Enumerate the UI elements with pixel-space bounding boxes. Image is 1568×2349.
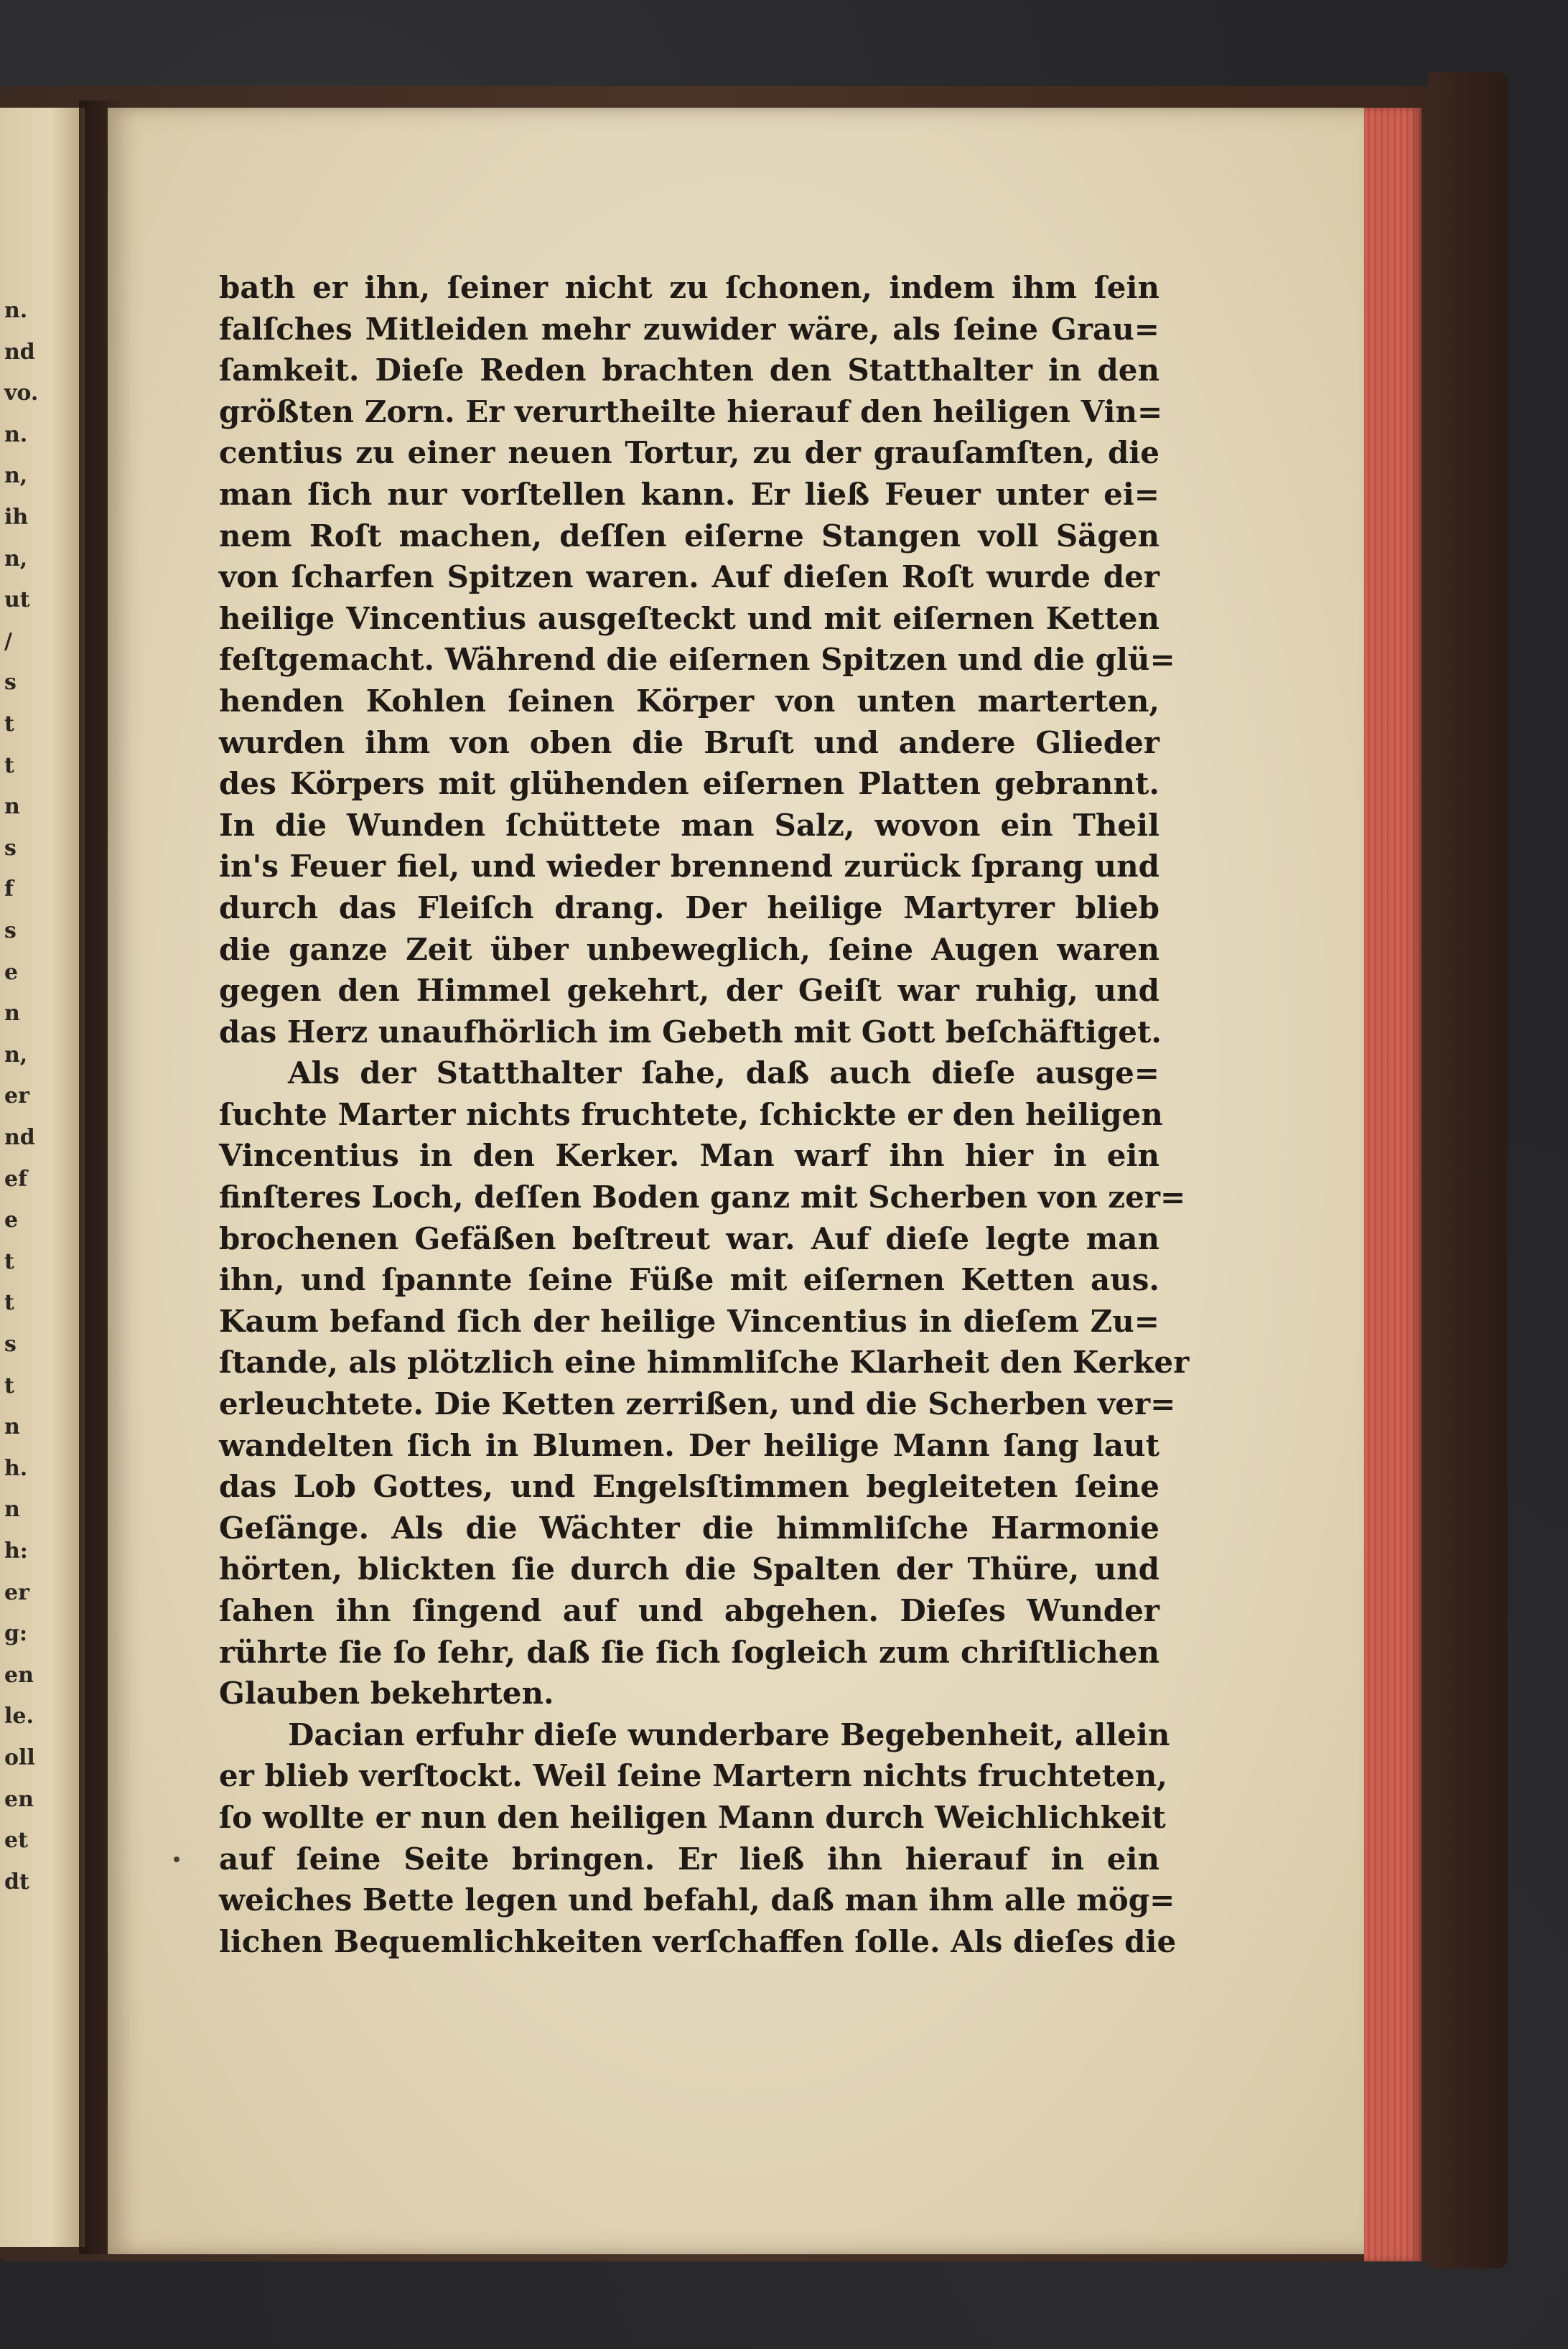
text-line: des Körpers mit glühenden eiſernen Platten gebrannt. xyxy=(219,766,1159,802)
previous-page-edge xyxy=(0,108,85,2247)
text-line: in's Feuer fiel, und wieder brennend zurück ſprang und xyxy=(219,849,1159,884)
left-page-fragment: er xyxy=(4,1083,29,1109)
left-page-fragment: h: xyxy=(4,1538,28,1564)
left-page-fragment: oll xyxy=(4,1745,35,1770)
left-page-fragment: t xyxy=(4,752,14,778)
text-line: er blieb verſtockt. Weil ſeine Martern nichts fruchteten, xyxy=(219,1758,1167,1794)
left-page-fragment: t xyxy=(4,1373,14,1398)
left-page-fragment: n, xyxy=(4,463,28,489)
left-page-fragment: f xyxy=(4,877,14,902)
text-line: ſamkeit. Dieſe Reden brachten den Statthalter in den xyxy=(219,352,1159,388)
text-line: heilige Vincentius ausgeſteckt und mit eiſernen Ketten xyxy=(219,600,1159,636)
text-line: hörten, blickten ſie durch die Spalten der Thüre, und xyxy=(219,1551,1159,1587)
text-line: wandelten ſich in Blumen. Der heilige Mann ſang laut xyxy=(219,1427,1159,1463)
text-line: nem Roſt machen, deſſen eiſerne Stangen voll Sägen xyxy=(219,518,1159,554)
text-line: auf ſeine Seite bringen. Er ließ ihn hierauf in ein xyxy=(219,1841,1159,1877)
left-page-fragment: n xyxy=(4,1497,20,1523)
left-page-fragment: vo. xyxy=(4,380,39,406)
left-page-fragment: dt xyxy=(4,1869,29,1895)
text-line: Glauben bekehrten. xyxy=(219,1676,554,1711)
left-page-fragment: nd xyxy=(4,339,35,365)
left-page-fragment: s xyxy=(4,918,17,943)
left-page-fragment: / xyxy=(4,628,12,654)
text-line: weiches Bette legen und befahl, daß man ihm alle mög= xyxy=(219,1882,1175,1918)
left-page-fragment: e xyxy=(4,959,19,985)
left-page-fragment: n xyxy=(4,794,20,820)
book-cover-edge xyxy=(1429,72,1508,2269)
text-line: In die Wunden ſchüttete man Salz, wovon ein Theil xyxy=(219,807,1159,843)
left-page-fragment: ef xyxy=(4,1166,27,1192)
text-line: erleuchtete. Die Ketten zerrißen, und die Scherben ver= xyxy=(219,1386,1176,1422)
left-page-fragment: n. xyxy=(4,298,28,323)
left-page-fragment: er xyxy=(4,1579,29,1605)
left-page-fragment: s xyxy=(4,670,17,696)
text-line: Vincentius in den Kerker. Man warf ihn hier in ein xyxy=(219,1138,1159,1174)
left-page-fragment: h. xyxy=(4,1455,28,1481)
text-line: durch das Fleiſch drang. Der heilige Martyrer blieb xyxy=(219,889,1159,925)
text-line: das Herz unaufhörlich im Gebeth mit Gott beſchäftiget. xyxy=(219,1014,1162,1050)
text-line: man ſich nur vorſtellen kann. Er ließ Feuer unter ei= xyxy=(219,476,1159,512)
text-line: Geſänge. Als die Wächter die himmliſche Harmonie xyxy=(219,1510,1159,1546)
page-text xyxy=(219,267,1190,1962)
text-line: gegen den Himmel gekehrt, der Geiſt war ruhig, und xyxy=(219,973,1159,1009)
left-page-fragment: ih xyxy=(4,505,29,530)
left-page-fragment: t xyxy=(4,1248,14,1274)
left-page-fragment: s xyxy=(4,835,17,861)
text-line: die ganze Zeit über unbeweglich, ſeine Augen waren xyxy=(219,931,1159,967)
text-line: das Lob Gottes, und Engelsſtimmen begleiteten ſeine xyxy=(219,1469,1159,1505)
text-line: von ſcharfen Spitzen waren. Auf dieſen Roſt wurde der xyxy=(219,559,1159,595)
ink-spot xyxy=(174,1857,179,1862)
text-line: finſteres Loch, deſſen Boden ganz mit Scherben von zer= xyxy=(219,1180,1186,1215)
text-line: ſuchte Marter nichts fruchtete, ſchickte er den heiligen xyxy=(219,1096,1163,1132)
text-line: ſahen ihn ſingend auf und abgehen. Dieſes Wunder xyxy=(219,1593,1159,1628)
text-line: rührte ſie ſo ſehr, daß ſie ſich ſogleich zum chriſtlichen xyxy=(219,1634,1159,1670)
left-page-fragment: et xyxy=(4,1828,28,1854)
left-page-fragment: nd xyxy=(4,1125,35,1150)
text-line: brochenen Gefäßen beſtreut war. Auf dieſe legte man xyxy=(219,1220,1159,1256)
text-line: lichen Bequemlichkeiten verſchaffen ſolle. Als dieſes die xyxy=(219,1923,1177,1959)
text-line: falſches Mitleiden mehr zuwider wäre, als ſeine Grau= xyxy=(219,311,1159,347)
text-line: Kaum befand ſich der heilige Vincentius in dieſem Zu= xyxy=(219,1303,1159,1339)
left-page-fragment: en xyxy=(4,1786,34,1812)
text-line: bath er ihn, ſeiner nicht zu ſchonen, indem ihm ſein xyxy=(219,270,1159,305)
left-page-fragment: le. xyxy=(4,1704,34,1729)
left-page-fragment: t xyxy=(4,711,14,737)
left-page-fragment: n, xyxy=(4,1042,28,1068)
red-page-edges xyxy=(1364,108,1422,2261)
left-page-fragment: g: xyxy=(4,1621,28,1647)
left-page-fragment: e xyxy=(4,1208,19,1233)
left-page-fragment: ut xyxy=(4,587,30,613)
left-page-fragment: t xyxy=(4,1290,14,1316)
text-line: ihn, und ſpannte ſeine Füße mit eiſernen Ketten aus. xyxy=(219,1262,1159,1298)
left-page-fragment: n. xyxy=(4,421,28,447)
text-line: wurden ihm von oben die Bruſt und andere Glieder xyxy=(219,724,1159,760)
left-page-fragment: s xyxy=(4,1332,17,1357)
left-page-fragment: n, xyxy=(4,546,28,571)
text-line: Dacian erfuhr dieſe wunderbare Begebenheit, allein xyxy=(288,1717,1170,1752)
text-line: ſo wollte er nun den heiligen Mann durch Weichlichkeit xyxy=(219,1799,1166,1835)
text-line: centius zu einer neuen Tortur, zu der grauſamſten, die xyxy=(219,435,1159,471)
left-page-fragment: n xyxy=(4,1414,20,1440)
text-line: Als der Statthalter ſahe, daß auch dieſe ausge= xyxy=(288,1055,1159,1091)
text-line: feſtgemacht. Während die eiſernen Spitzen und die glü= xyxy=(219,642,1175,678)
text-line: ſtande, als plötzlich eine himmliſche Klarheit den Kerker xyxy=(219,1345,1190,1381)
left-page-fragment: n xyxy=(4,1001,20,1027)
text-line: größten Zorn. Er verurtheilte hierauf den heiligen Vin= xyxy=(219,393,1163,429)
text-line: henden Kohlen ſeinen Körper von unten marterten, xyxy=(219,683,1159,719)
left-page-fragment: en xyxy=(4,1662,34,1688)
